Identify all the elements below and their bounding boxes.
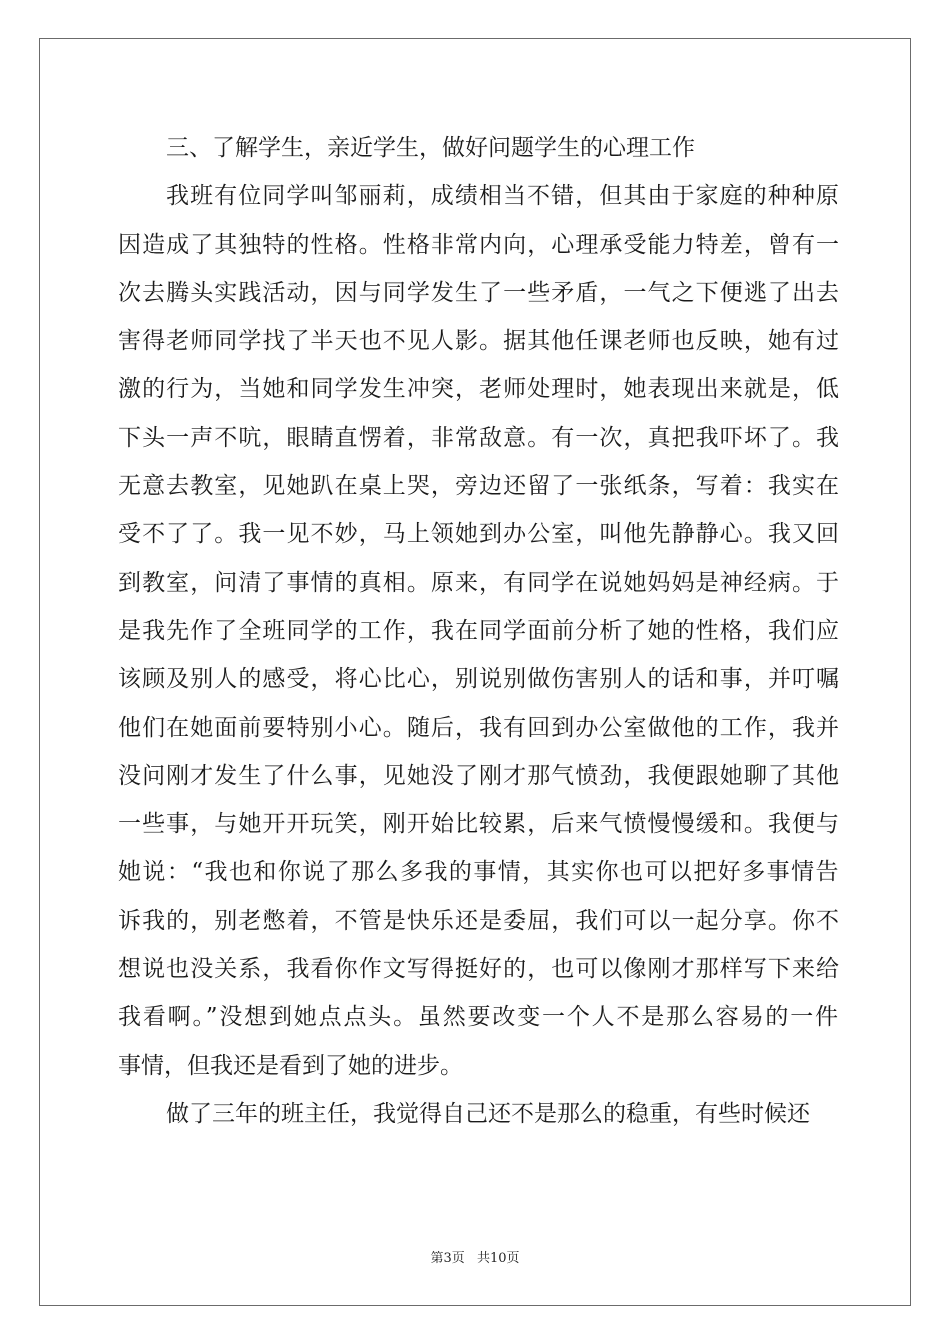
text-line: 想说也没关系，我看你作文写得挺好的，也可以像刚才那样写下来给 (118, 956, 841, 983)
text-line: 次去腾头实践活动，因与同学发生了一些矛盾，一气之下便逃了出去 (118, 279, 841, 306)
text-line: 他们在她面前要特别小心。随后，我有回到办公室做他的工作，我并 (118, 714, 841, 741)
text-line: 因造成了其独特的性格。性格非常内向，心理承受能力特差，曾有一 (118, 231, 841, 258)
text-line: 受不了了。我一见不妙，马上领她到办公室，叫他先静静心。我又回 (118, 521, 841, 548)
text-line: 她说：“我也和你说了那么多我的事情，其实你也可以把好多事情告 (118, 859, 840, 886)
text-line: 我班有位同学叫邹丽莉，成绩相当不错，但其由于家庭的种种原 (166, 183, 840, 210)
text-line: 是我先作了全班同学的工作，我在同学面前分析了她的性格，我们应 (118, 617, 841, 644)
page-footer (0, 1247, 950, 1266)
text-line: 该顾及别人的感受，将心比心，别说别做伤害别人的话和事，并叮嘱 (118, 666, 841, 693)
text-line: 一些事，与她开开玩笑，刚开始比较累，后来气愤慢慢缓和。我便与 (118, 811, 841, 838)
text-line: 我看啊。”没想到她点点头。虽然要改变一个人不是那么容易的一件 (118, 1004, 840, 1031)
text-line: 到教室，问清了事情的真相。原来，有同学在说她妈妈是神经病。于 (118, 569, 841, 596)
text-line: 无意去教室，见她趴在桌上哭，旁边还留了一张纸条，写着：我实在 (118, 473, 841, 500)
page-number: 第3页 (430, 1251, 465, 1266)
text-line: 害得老师同学找了半天也不见人影。据其他任课老师也反映，她有过 (118, 328, 841, 355)
text-line: 三、了解学生，亲近学生，做好问题学生的心理工作 (166, 135, 695, 161)
document-body (118, 124, 840, 1138)
text-line: 事情，但我还是看到了她的进步。 (118, 1052, 463, 1079)
text-line: 下头一声不吭，眼睛直愣着，非常敌意。有一次，真把我吓坏了。我 (118, 424, 841, 451)
page-total: 共10页 (476, 1251, 520, 1266)
text-line: 做了三年的班主任，我觉得自己还不是那么的稳重，有些时候还 (166, 1100, 810, 1127)
text-line: 没问刚才发生了什么事，见她没了刚才那气愤劲，我便跟她聊了其他 (118, 762, 841, 789)
text-line: 诉我的，别老憋着，不管是快乐还是委屈，我们可以一起分享。你不 (118, 907, 841, 934)
text-line: 激的行为，当她和同学发生冲突，老师处理时，她表现出来就是，低 (118, 376, 841, 403)
